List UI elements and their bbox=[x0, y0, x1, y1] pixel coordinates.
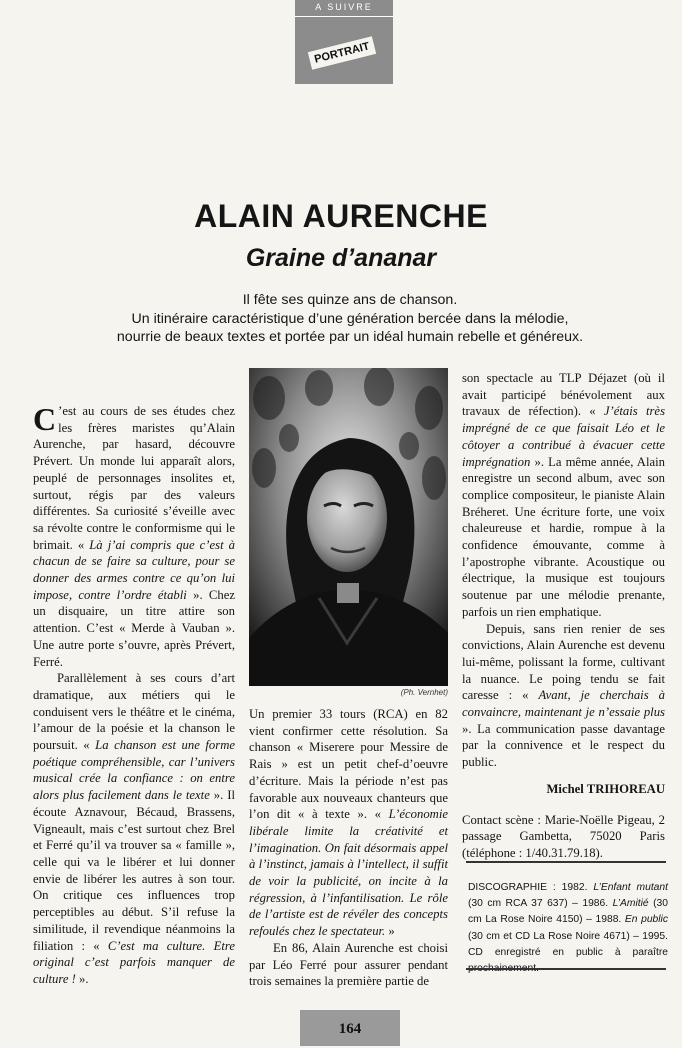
quote: C’est ma culture. Etre original c’est parfois manquer de culture ! bbox=[33, 938, 235, 986]
album-title: En public bbox=[624, 914, 668, 926]
rubric-rule bbox=[295, 16, 393, 17]
discography-rule bbox=[466, 861, 666, 863]
paragraph: En 86, Alain Aurenche est choisi par Léo Ferré pour assurer pendant trois semaines la première partie de bbox=[249, 940, 448, 989]
paragraph bbox=[33, 670, 235, 987]
article-lead bbox=[60, 291, 640, 347]
quote: Là j’ai compris que c’est à chacun de se faire sa culture, pour se donner des armes contre ce qu’on lui impose, contre l’ordre établi bbox=[33, 537, 235, 602]
paragraph bbox=[249, 706, 448, 940]
paragraph bbox=[33, 403, 235, 670]
text-run: (30 cm et CD La Rose Noire 4671) – 1995. CD enregistré en public à paraître bbox=[468, 930, 668, 958]
section-rubric bbox=[295, 0, 393, 84]
quote: L’économie libérale limite la créativité et l’imagination. On fait désormais appel à l’instinct, jamais à l’intellect, il suffit de voir la publicité, on incite à la régression, à l’infantilisation. Le rôle de l’artiste est de révéler des concepts refoulés chez le spectateur. bbox=[249, 807, 448, 939]
album-title: L’Amitié bbox=[612, 898, 649, 910]
text-column-2 bbox=[249, 706, 448, 990]
quote: Avant, je cherchais à convaincre, maintenant je n’essaie plus bbox=[462, 688, 666, 720]
lead-line: Il fête ses quinze ans de chanson. bbox=[242, 292, 458, 308]
text-run: Un premier 33 tours (RCA) en 82 vient confirmer cette résolution. Sa chanson « Miserere pour Messire de Rais » est un petit chef-d’oeuvre d’écriture. Mais la période n’est pas favorable aux nouveaux chanteurs que l’on dit « à texte ». « bbox=[249, 707, 448, 822]
text-run: ». Chez un disquaire, un titre attire son attention. C’est « Merde à Vauban ». Une autre porte s’ouvre, après Prévert, Ferré. bbox=[33, 587, 235, 669]
rubric-label: PORTRAIT bbox=[308, 36, 376, 69]
text-run: ». Il écoute Aznavour, Bécaud, Brassens, Vigneault, mais c’est surtout chez Brel et Ferré qu’il va trouver sa « famille », celle qui va le libérer et lui donner envie de libérer les autres à son tour. On critique ces influences trop perceptibles au début. S’il refuse la similitude, il revendique néanmoins la filiation : « bbox=[33, 788, 235, 953]
text-run: » bbox=[385, 924, 395, 939]
drop-cap: C bbox=[33, 401, 57, 437]
portrait-photo bbox=[249, 368, 448, 686]
album-title: L’Enfant mutant bbox=[593, 882, 668, 893]
text-run: ». La même année, Alain enregistre un second album, avec son complice compositeur, le pianiste Alain Bréheret. Une écriture forte, une voix chaleureuse et hardie, rompue à la confidence émouvante, comme à l’apostrophe vibrante. Acoustique ou électrique, la musique est toujours soutenue par une mélodie prenante, parfois un rien emphatique. bbox=[462, 454, 665, 619]
text-run: Parallèlement à ses cours d’art dramatique, aux métiers qui le conduisent vers le théâtre et le cinéma, l’amour de la poésie et la chanson le poursuit. « bbox=[33, 671, 235, 753]
portrait-illustration bbox=[249, 368, 448, 686]
author-signature: Michel TRIHOREAU bbox=[546, 781, 665, 796]
text-run: ». bbox=[75, 971, 89, 986]
article-title: ALAIN AURENCHE bbox=[194, 198, 488, 234]
text-run: son spectacle au TLP Déjazet (où il avait participé bénévolement aux travaux de réfection). « bbox=[462, 371, 665, 419]
page-number: 164 bbox=[300, 1010, 400, 1046]
lead-line: Un itinéraire caractéristique d’une génération bercée dans la mélodie, bbox=[131, 310, 569, 327]
discography-rule bbox=[466, 968, 666, 970]
paragraph bbox=[462, 370, 665, 621]
text-column-3 bbox=[462, 370, 665, 862]
quote: J’étais très imprégné de ce que faisait Léo et le côtoyer a contribué à évacuer cette imprégnation bbox=[462, 404, 666, 469]
paragraph bbox=[462, 621, 665, 771]
rubric-heading: A SUIVRE bbox=[315, 2, 373, 12]
text-run: ». La communication passe davantage par la connivence et le respect du public. bbox=[462, 721, 665, 770]
photo-credit: (Ph. Vernhet) bbox=[400, 688, 448, 697]
text-run: ’est au cours de ses études chez les frères maristes qu’Alain Aurenche, par hasard, découvre Prévert. Un monde lui apparaît alors, peuplé de personnages insolites et, surtout, régis par des valeurs différentes. Sa curiosité s’éveille avec sa révolte contre le conformisme qui le brimait. « bbox=[33, 404, 235, 552]
lead-line: nourrie de beaux textes et portée par un idéal humain rebelle et généreux. bbox=[116, 329, 584, 345]
text-run: DISCOGRAPHIE : 1982. bbox=[468, 882, 594, 893]
quote: La chanson est une forme poétique compréhensible, car l’univers musical crée la confiance : on entre alors plus facilement dans le texte bbox=[33, 738, 235, 803]
text-run: Depuis, sans rien renier de ses convictions, Alain Aurenche est devenu lui-même, polissant la forme, cultivant la nuance. Le poing tendu se fait caresse : « bbox=[462, 621, 665, 703]
text-column-1 bbox=[33, 403, 235, 988]
contact-info: Contact scène : Marie-Noëlle Pigeau, 2 passage Gambetta, 75020 Paris (téléphone : 1/40.31.79.18). bbox=[462, 812, 665, 860]
article-subtitle: Graine d’ananar bbox=[245, 244, 437, 272]
text-run: (30 cm La Rose Noire 4150) – 1988. bbox=[468, 898, 668, 926]
text-run: (30 cm RCA 37 637) – 1986. bbox=[468, 898, 613, 910]
discography bbox=[468, 880, 668, 977]
